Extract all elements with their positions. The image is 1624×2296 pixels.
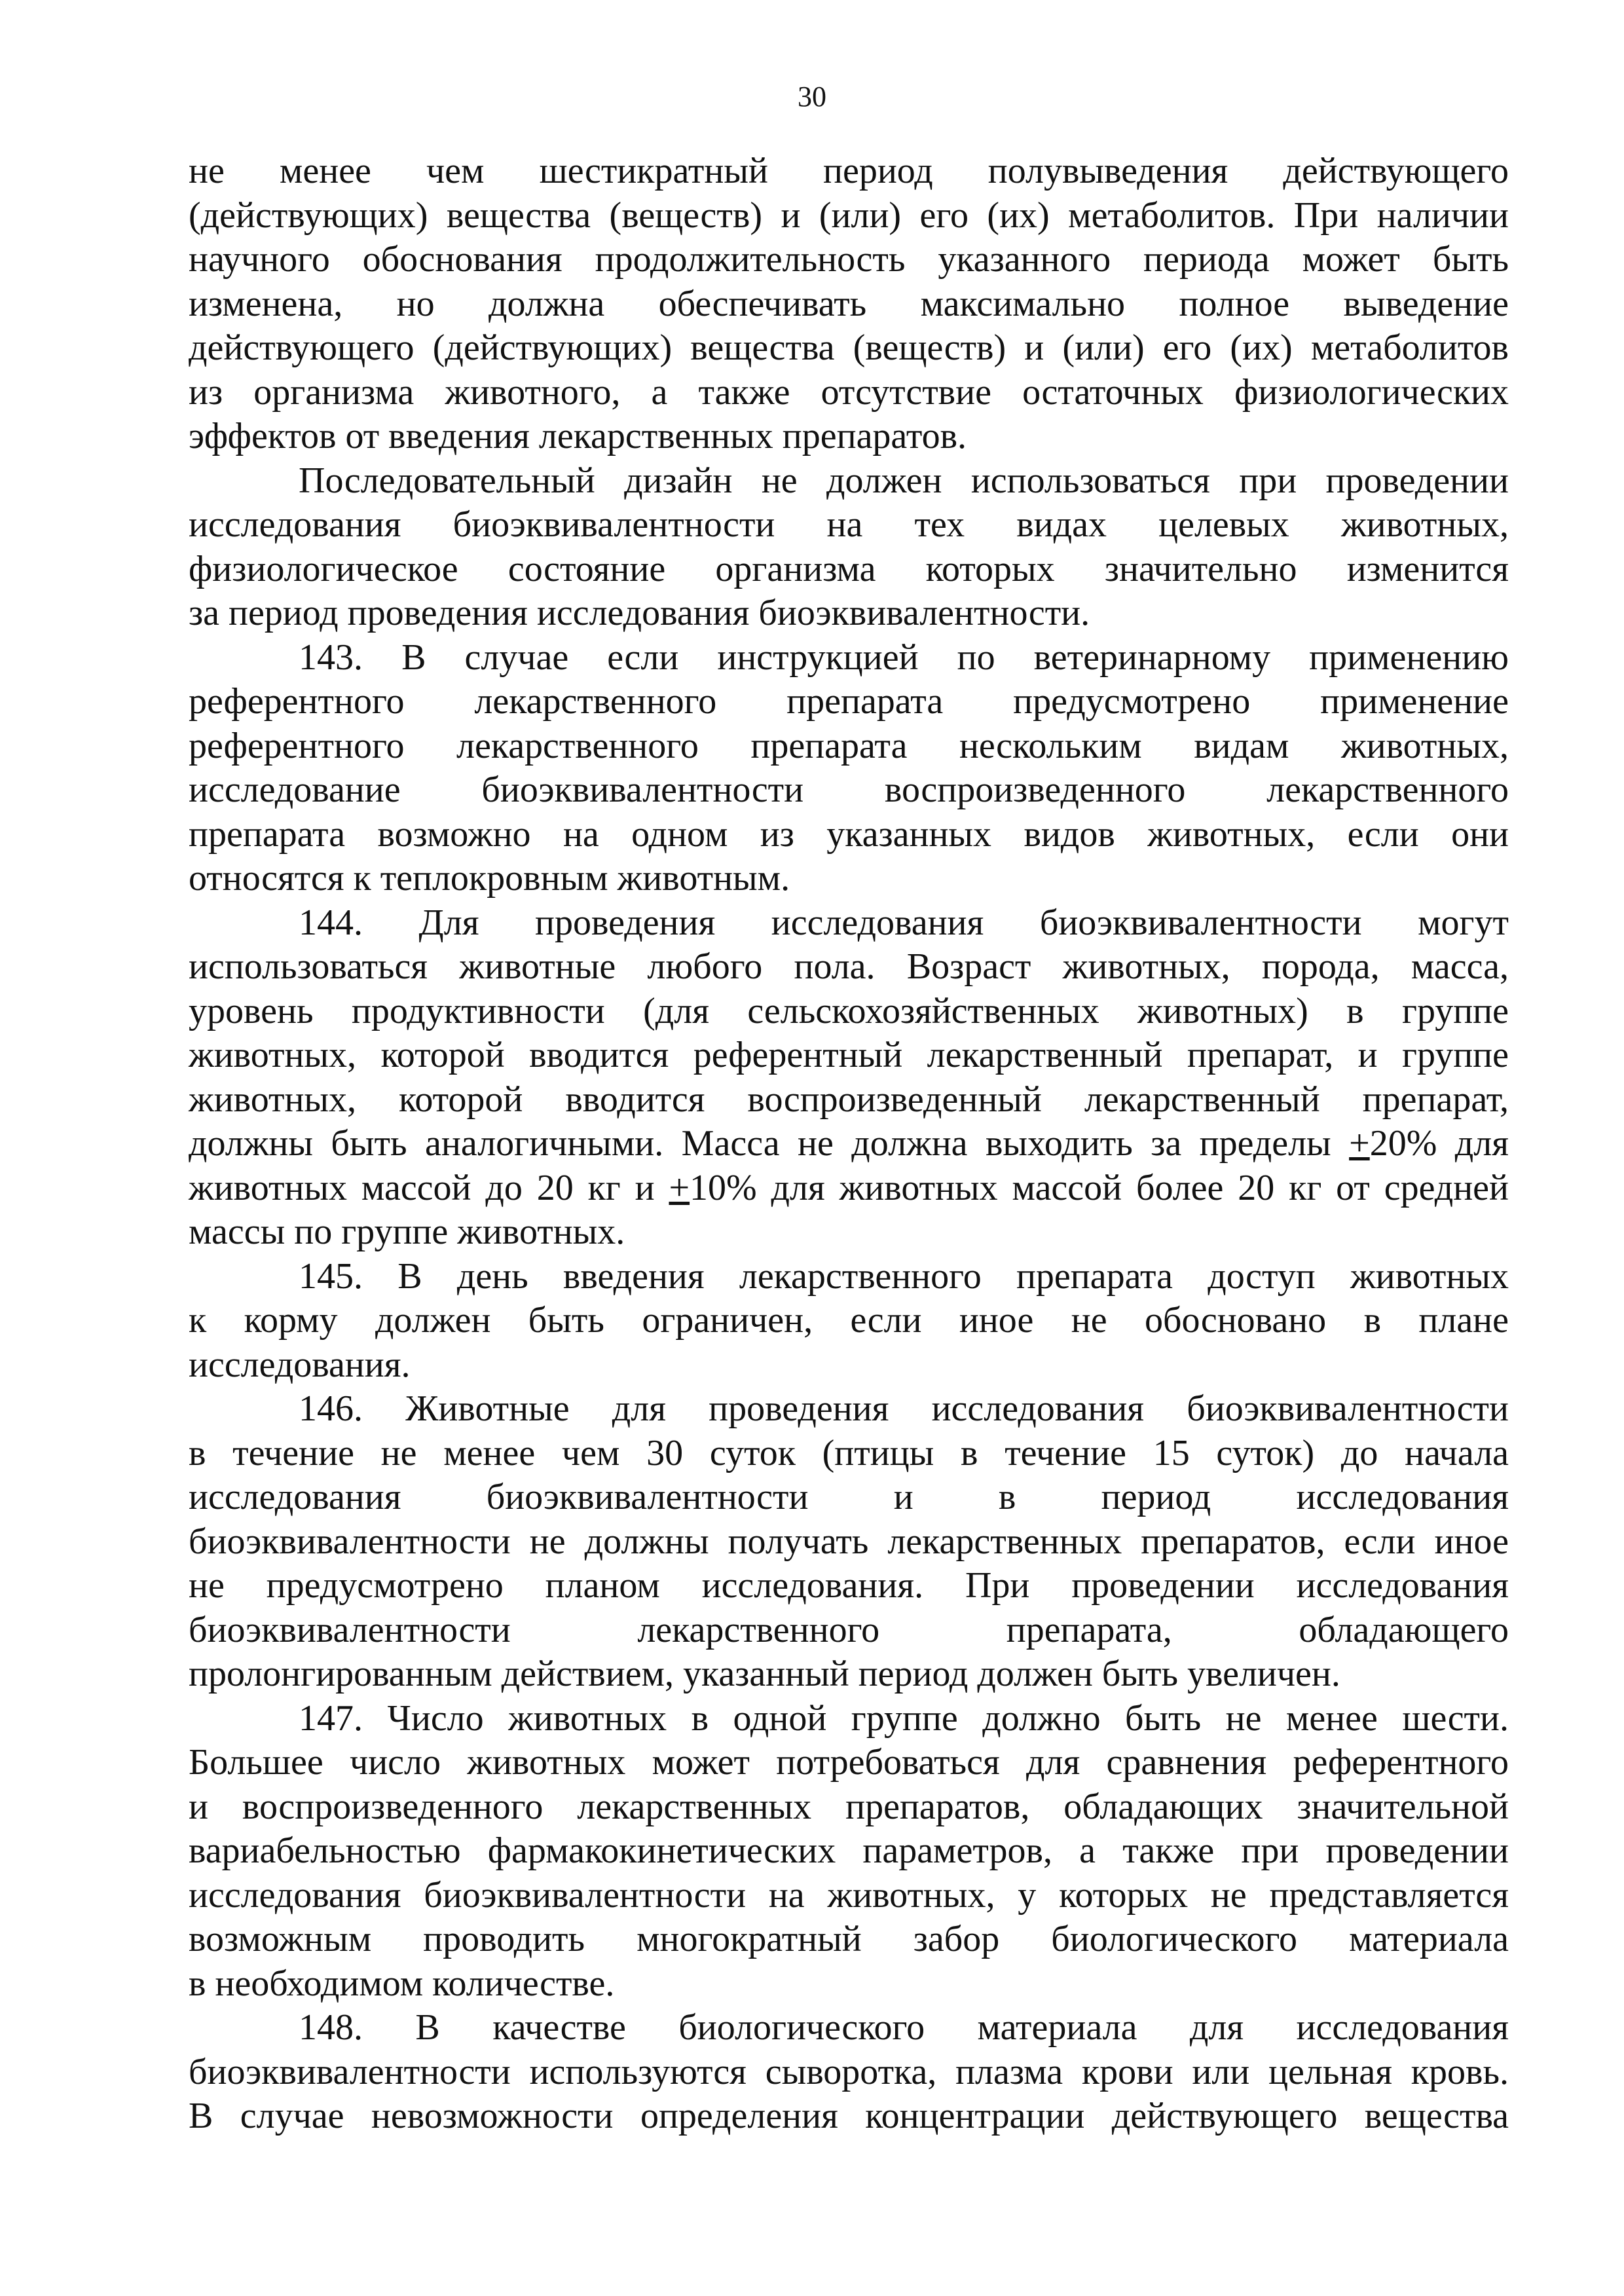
text-line: не предусмотрено планом исследования. При проведении исследования xyxy=(189,1565,1509,1606)
text-line: 146. Животные для проведения исследования биоэквивалентности xyxy=(299,1388,1509,1429)
text-fragment: животных массой до 20 кг и xyxy=(189,1167,669,1208)
text-line: 145. В день введения лекарственного препарата доступ животных xyxy=(299,1255,1509,1297)
text-line: и воспроизведенного лекарственных препаратов, обладающих значительной xyxy=(189,1786,1509,1827)
text-line: референтного лекарственного препарата предусмотрено применение xyxy=(189,681,1509,722)
text-line: референтного лекарственного препарата нескольким видам животных, xyxy=(189,725,1509,766)
paragraph-item-145 xyxy=(189,1255,1509,1388)
text-line: животных, которой вводится воспроизведенный лекарственный препарат, xyxy=(189,1079,1509,1120)
text-line: относятся к теплокровным животным. xyxy=(189,858,790,898)
text-line: исследования биоэквивалентности и в период исследования xyxy=(189,1477,1509,1517)
plus-minus-sign: + xyxy=(1349,1123,1370,1164)
text-line: возможным проводить многократный забор биологического материала xyxy=(189,1919,1509,1959)
text-line: не менее чем шестикратный период полувыведения действующего xyxy=(189,151,1509,191)
text-line: биоэквивалентности лекарственного препарата, обладающего xyxy=(189,1609,1509,1650)
text-line: исследование биоэквивалентности воспроизведенного лекарственного xyxy=(189,769,1509,810)
text-line: за период проведения исследования биоэквивалентности. xyxy=(189,593,1090,633)
text-line: пролонгированным действием, указанный период должен быть увеличен. xyxy=(189,1654,1340,1694)
text-line: 148. В качестве биологического материала для исследования xyxy=(299,2007,1509,2048)
text-line: Большее число животных может потребоваться для сравнения референтного xyxy=(189,1742,1509,1783)
paragraph-item-144 xyxy=(189,901,1509,1255)
text-line: В случае невозможности определения концентрации действующего вещества xyxy=(189,2096,1509,2136)
text-line: препарата возможно на одном из указанных видов животных, если они xyxy=(189,813,1509,855)
plus-minus-sign: + xyxy=(669,1167,690,1208)
text-line: из организма животного, а также отсутствие остаточных физиологических xyxy=(189,371,1509,413)
text-line: в необходимом количестве. xyxy=(189,1963,615,2004)
paragraph-sequential-design xyxy=(189,459,1509,636)
text-line: действующего (действующих) вещества (веществ) и (или) его (их) метаболитов xyxy=(189,327,1509,368)
text-fragment: должны быть аналогичными. Масса не должна выходить за пределы xyxy=(189,1123,1350,1164)
text-fragment: 20% для xyxy=(1369,1123,1509,1164)
text-line: 143. В случае если инструкцией по ветеринарному применению xyxy=(299,637,1509,678)
text-line: вариабельностью фармакокинетических параметров, а также при проведении xyxy=(189,1830,1509,1871)
text-fragment: 10% для животных массой более 20 кг от средней xyxy=(690,1167,1509,1208)
paragraph-continuation xyxy=(189,149,1509,459)
text-line: биоэквивалентности не должны получать лекарственных препаратов, если иное xyxy=(189,1521,1509,1562)
text-line: (действующих) вещества (веществ) и (или) его (их) метаболитов. При наличии xyxy=(189,194,1509,236)
text-line: в течение не менее чем 30 суток (птицы в течение 15 суток) до начала xyxy=(189,1432,1509,1473)
text-line-with-tolerance xyxy=(189,1166,1509,1211)
text-line: исследования. xyxy=(189,1344,411,1385)
text-line: к корму должен быть ограничен, если иное не обосновано в плане xyxy=(189,1300,1509,1341)
text-line: изменена, но должна обеспечивать максимально полное выведение xyxy=(189,283,1509,324)
text-line: эффектов от введения лекарственных препаратов. xyxy=(189,416,967,456)
text-line: животных, которой вводится референтный лекарственный препарат, и группе xyxy=(189,1035,1509,1075)
text-line: научного обоснования продолжительность указанного периода может быть xyxy=(189,239,1509,280)
page-number: 30 xyxy=(798,81,826,113)
text-line: исследования биоэквивалентности на животных, у которых не представляется xyxy=(189,1874,1509,1916)
text-line: биоэквивалентности используются сыворотка, плазма крови или цельная кровь. xyxy=(189,2051,1509,2092)
paragraph-item-146 xyxy=(189,1387,1509,1697)
text-line: 147. Число животных в одной группе должно быть не менее шести. xyxy=(299,1697,1509,1739)
text-line: Последовательный дизайн не должен использоваться при проведении xyxy=(299,460,1509,501)
text-line: физиологическое состояние организма которых значительно изменится xyxy=(189,548,1509,589)
text-line: использоваться животные любого пола. Возраст животных, порода, масса, xyxy=(189,946,1509,987)
text-line: массы по группе животных. xyxy=(189,1212,625,1252)
text-line: исследования биоэквивалентности на тех видах целевых животных, xyxy=(189,504,1509,545)
paragraph-item-147 xyxy=(189,1697,1509,2007)
document-body xyxy=(189,149,1509,2139)
text-line: уровень продуктивности (для сельскохозяйственных животных) в группе xyxy=(189,990,1509,1031)
paragraph-item-148 xyxy=(189,2006,1509,2139)
text-line: 144. Для проведения исследования биоэквивалентности могут xyxy=(299,902,1509,943)
paragraph-item-143 xyxy=(189,636,1509,901)
text-line-with-tolerance xyxy=(189,1122,1509,1166)
